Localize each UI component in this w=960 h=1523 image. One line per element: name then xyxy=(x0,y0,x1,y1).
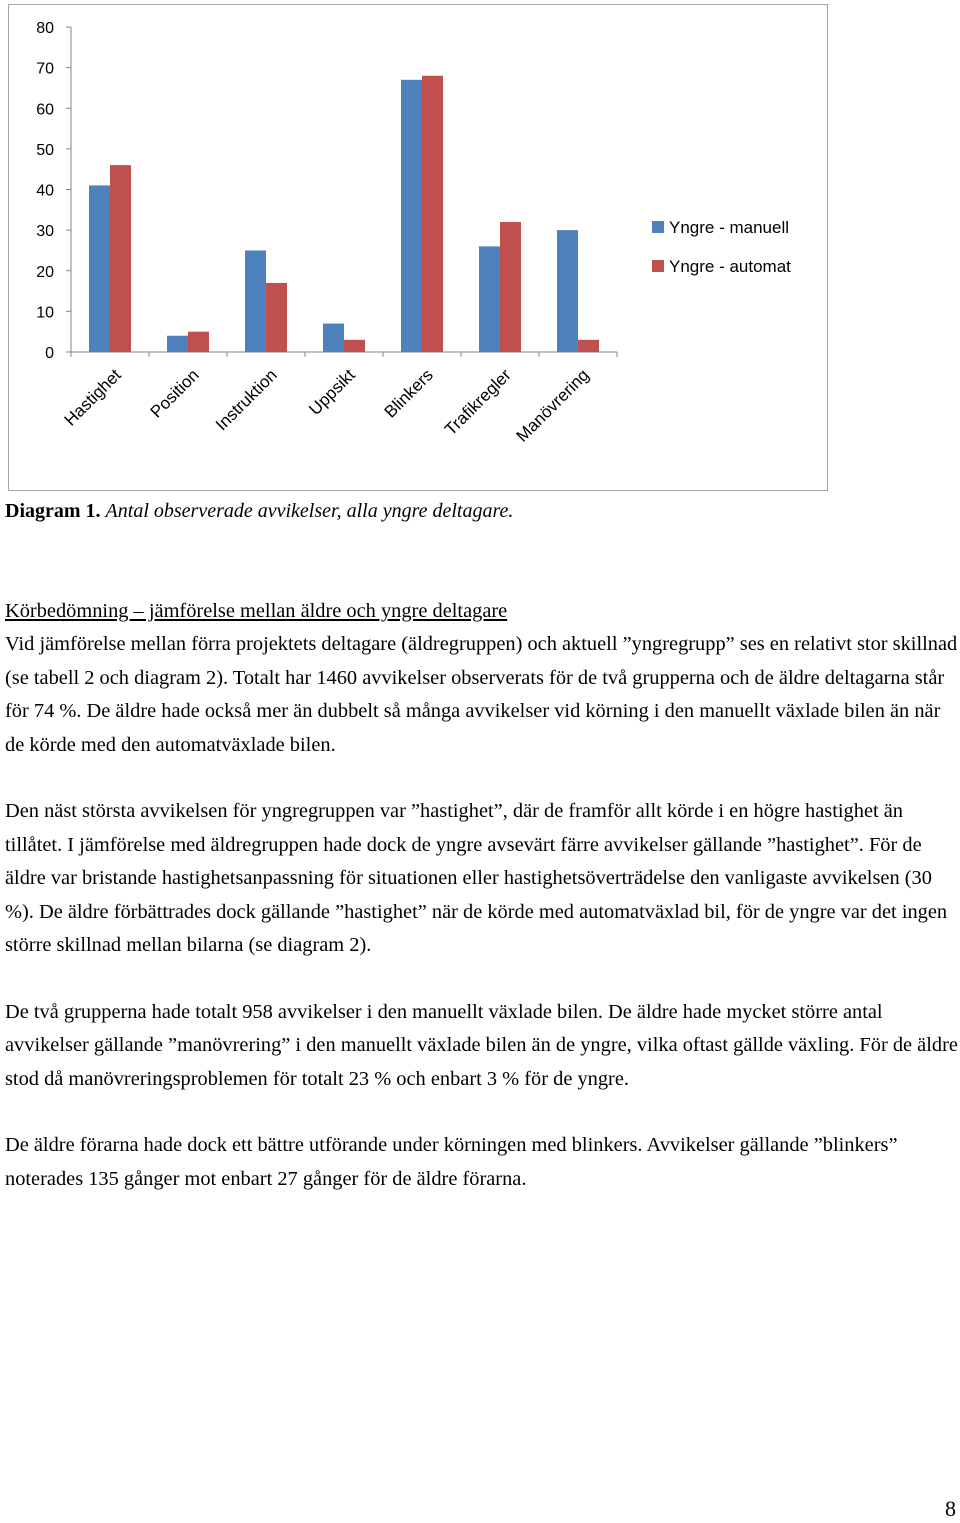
legend-label: Yngre - manuell xyxy=(669,218,790,237)
category-label: Blinkers xyxy=(380,365,437,422)
category-label: Instruktion xyxy=(211,365,281,435)
bar xyxy=(401,80,422,352)
bar xyxy=(323,324,344,352)
paragraph-2: Den näst största avvikelsen för yngregruppen var ”hastighet”, där de framför allt körde i en högre hastighet än tillåtet. I jämförelse med äldregruppen hade dock de yngre avsevärt färre avvikelser gällande ”hastighet”. För de äldre var bristande hastighetsanpassning för situationen eller hastighetsöverträdelse den vanligaste avvikelsen (30 %). De äldre förbättrades dock gällande ”hastighet” när de körde med automatväxlad bil, för de yngre var det ingen större skillnad mellan bilarna (se diagram 2). xyxy=(5,800,948,957)
y-tick-label: 80 xyxy=(36,20,54,37)
bar xyxy=(89,185,110,352)
legend-swatch xyxy=(652,221,664,233)
category-label: Manövrering xyxy=(512,365,593,446)
y-tick-label: 70 xyxy=(36,60,54,78)
bar xyxy=(479,246,500,352)
bar xyxy=(344,340,365,352)
page-number: 8 xyxy=(945,1496,956,1521)
legend-label: Yngre - automat xyxy=(669,257,791,276)
y-tick-label: 50 xyxy=(36,141,54,159)
bar xyxy=(266,283,287,352)
bar xyxy=(500,222,521,352)
caption-number: Diagram 1. xyxy=(5,500,101,522)
bar xyxy=(578,340,599,352)
legend-swatch xyxy=(652,260,664,272)
y-tick-label: 40 xyxy=(36,182,54,200)
figure-caption xyxy=(5,498,513,524)
bar xyxy=(167,336,188,352)
section-heading: Körbedömning – jämförelse mellan äldre och yngre deltagare xyxy=(5,600,508,622)
body-text xyxy=(5,595,960,1230)
paragraph-1-text: Vid jämförelse mellan förra projektets deltagare (äldregruppen) och aktuell ”yngregrupp” ses en relativt stor skillnad (se tabell 2 och diagram 2). Totalt har 1460 avvikelser observerats för de två grupperna och de äldre deltagarna står för 74 %. De äldre hade också mer än dubbelt så många avvikelser vid körning i den manuellt växlade bilen än när de körde med den automatväxlade bilen. xyxy=(5,633,958,756)
y-tick-label: 30 xyxy=(36,223,54,241)
paragraph-3: De två grupperna hade totalt 958 avvikelser i den manuellt växlade bilen. De äldre hade mycket större antal avvikelser gällande ”manövrering” i den manuellt växlade bilen än de yngre, vilka oftast gällde växling. För de äldre stod då manövreringsproblemen för totalt 23 % och enbart 3 % för de yngre. xyxy=(5,1000,958,1090)
bar xyxy=(245,250,266,352)
y-tick-label: 10 xyxy=(36,304,54,322)
bar xyxy=(188,332,209,352)
bar xyxy=(110,165,131,352)
y-tick-label: 20 xyxy=(36,263,54,281)
y-tick-label: 60 xyxy=(36,101,54,119)
y-tick-label: 0 xyxy=(45,345,54,362)
paragraph-1 xyxy=(5,595,960,762)
category-label: Position xyxy=(146,365,203,422)
bar xyxy=(557,230,578,352)
category-label: Hastighet xyxy=(60,365,125,430)
category-label: Trafikregler xyxy=(441,365,515,440)
bar xyxy=(422,76,443,352)
caption-text: Antal observerade avvikelser, alla yngre deltagare. xyxy=(105,500,514,522)
chart-container xyxy=(8,4,828,491)
category-label: Uppsikt xyxy=(305,365,359,419)
paragraph-4: De äldre förarna hade dock ett bättre utförande under körningen med blinkers. Avvikelser gällande ”blinkers” noterades 135 gånger mot enbart 27 gånger för de äldre förarna. xyxy=(5,1134,898,1190)
bar-chart xyxy=(9,5,827,490)
